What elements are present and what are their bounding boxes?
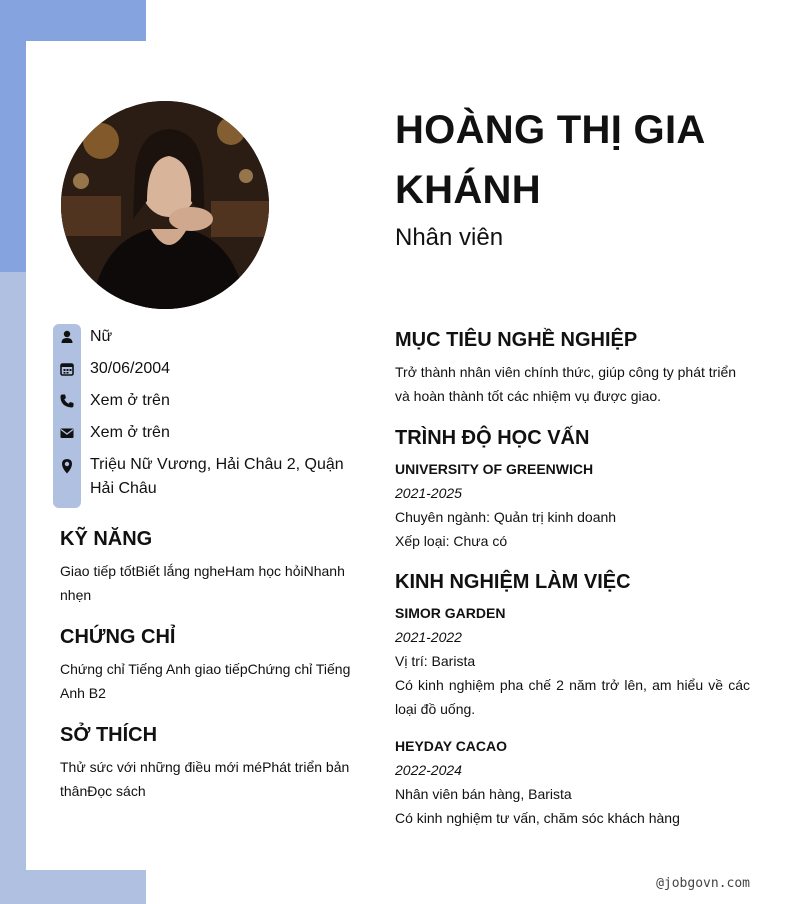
calendar-icon	[59, 361, 75, 377]
certificates-text: Chứng chỉ Tiếng Anh giao tiếpChứng chỉ Tiếng Anh B2	[60, 661, 351, 701]
job-company: SIMOR GARDEN	[395, 605, 506, 621]
email-value[interactable]: Xem ở trên	[90, 424, 170, 441]
job-company: HEYDAY CACAO	[395, 738, 508, 754]
education-period: 2021-2025	[395, 485, 462, 501]
address-value: Triệu Nữ Vương, Hải Châu 2, Quận Hải Châu	[90, 456, 344, 497]
job-position: Vị trí: Barista	[395, 653, 476, 669]
education-title: TRÌNH ĐỘ HỌC VẤN	[395, 427, 590, 449]
mail-icon	[59, 425, 75, 441]
job-period: 2021-2022	[395, 629, 462, 645]
hobbies-title: SỞ THÍCH	[60, 724, 158, 746]
objective-text: Trở thành nhân viên chính thức, giúp công ty phát triển và hoàn thành tốt các nhiệm vụ được giao.	[395, 364, 737, 404]
birthdate-value: 30/06/2004	[90, 360, 171, 377]
job-description: Có kinh nghiệm tư vấn, chăm sóc khách hàng	[395, 810, 680, 826]
education-major: Chuyên ngành: Quản trị kinh doanh	[395, 509, 617, 525]
objective-title: MỤC TIÊU NGHỀ NGHIỆP	[395, 329, 638, 351]
job-period: 2022-2024	[395, 762, 462, 778]
job-description: Có kinh nghiệm pha chế 2 năm trở lên, am hiểu về các loại đồ uống.	[395, 677, 750, 717]
phone-value[interactable]: Xem ở trên	[90, 392, 170, 409]
contact-icon-bar	[53, 324, 81, 508]
person-icon	[59, 329, 75, 345]
profile-photo	[61, 101, 269, 309]
hobbies-text: Thử sức với những điều mới méPhát triển bản thânĐọc sách	[60, 759, 350, 799]
gender-value: Nữ	[90, 328, 113, 345]
location-pin-icon	[59, 458, 75, 474]
skills-text: Giao tiếp tốtBiết lắng ngheHam học hỏiNhanh nhẹn	[60, 563, 345, 603]
watermark-text[interactable]: @jobgovn.com	[656, 876, 750, 891]
education-grade: Xếp loại: Chưa có	[395, 533, 508, 549]
candidate-name: HOÀNG THỊ GIA KHÁNH	[395, 108, 705, 212]
job-position: Nhân viên bán hàng, Barista	[395, 786, 572, 802]
skills-title: KỸ NĂNG	[60, 528, 153, 550]
experience-title: KINH NGHIỆM LÀM VIỆC	[395, 571, 631, 593]
phone-icon	[59, 393, 75, 409]
candidate-role: Nhân viên	[395, 224, 504, 251]
certificates-title: CHỨNG CHỈ	[60, 626, 176, 648]
education-school: UNIVERSITY OF GREENWICH	[395, 461, 594, 477]
